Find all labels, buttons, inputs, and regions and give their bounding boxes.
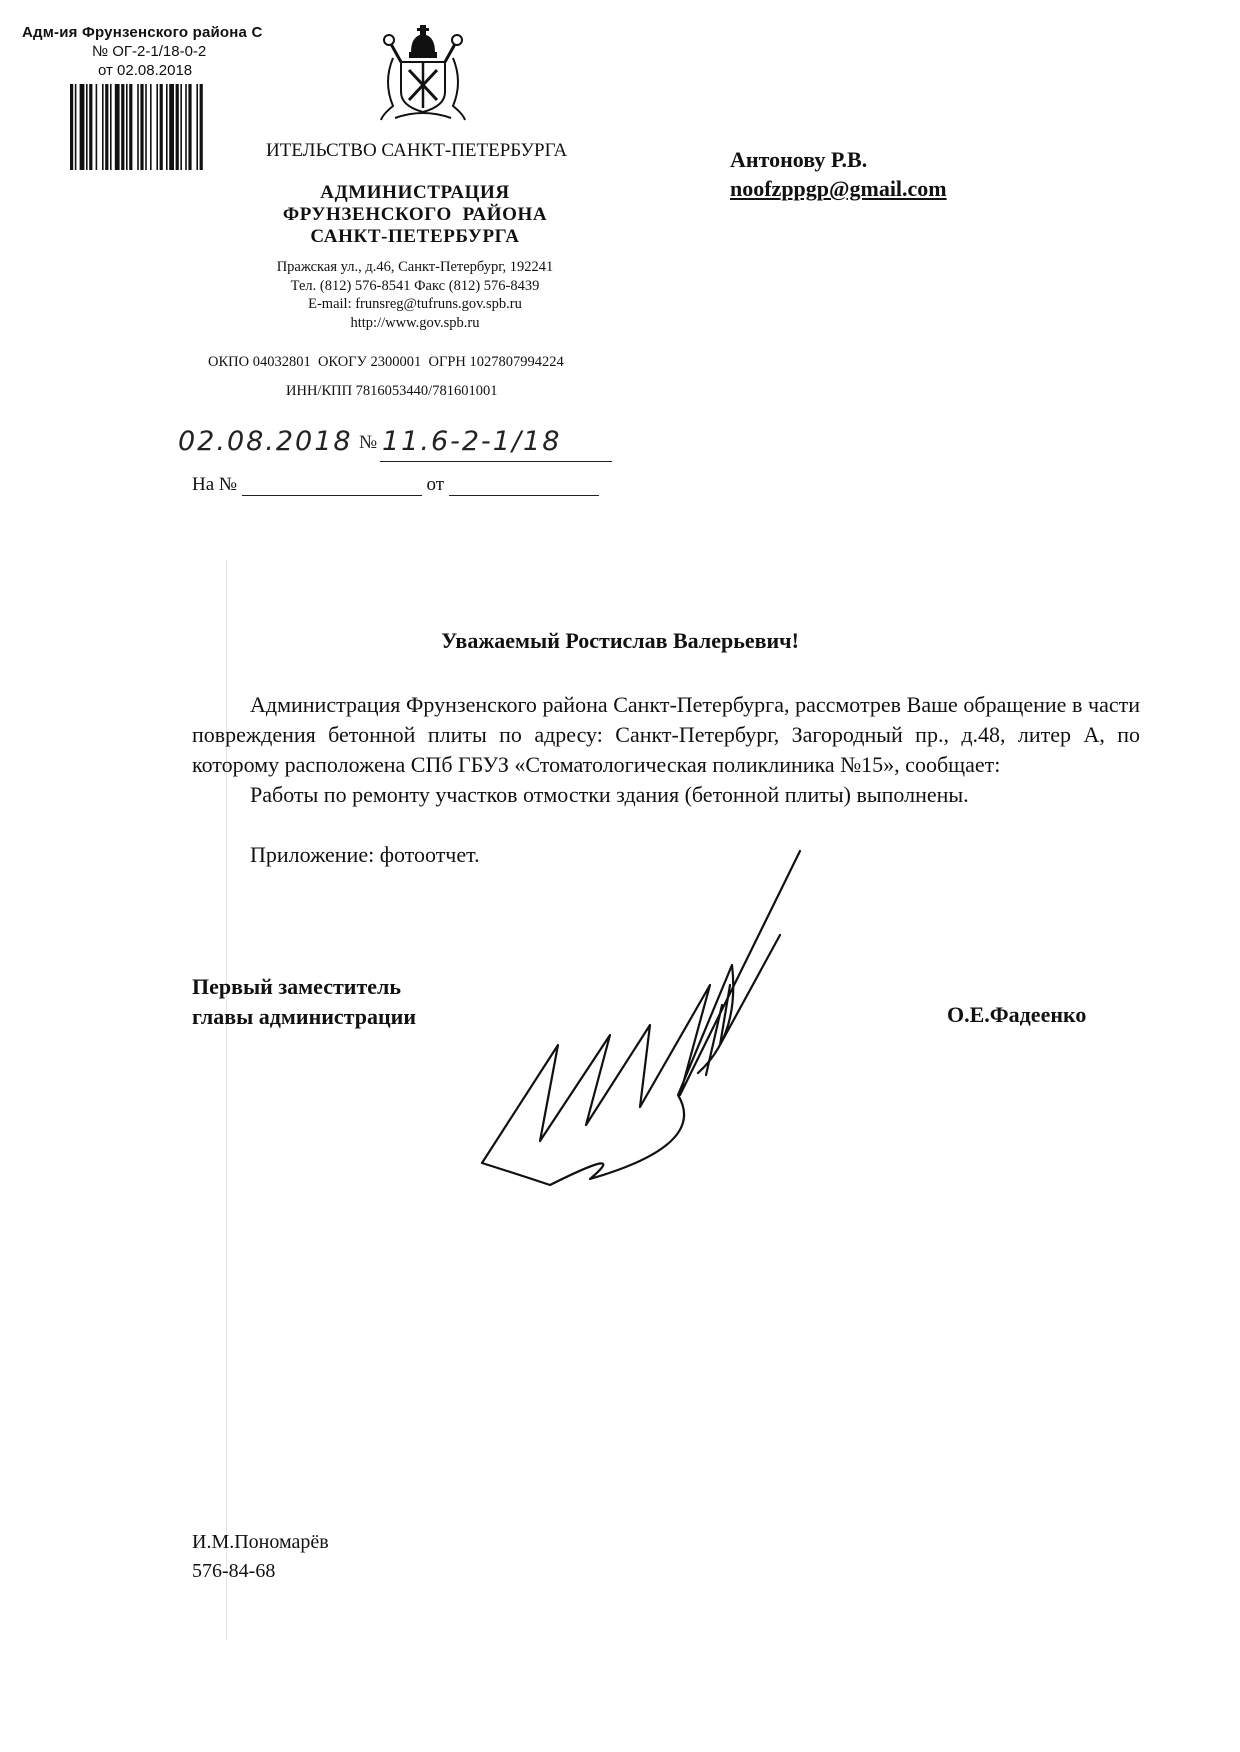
barcode-bar xyxy=(180,84,182,170)
signer-title xyxy=(192,972,416,1032)
addressee-block xyxy=(730,145,947,203)
registration-org: Адм-ия Фрунзенского района С xyxy=(22,24,263,41)
administration-line-1: АДМИНИСТРАЦИЯ xyxy=(320,182,510,203)
barcode-bar xyxy=(188,84,191,170)
signer-title-line-1: Первый заместитель xyxy=(192,974,401,999)
registry-codes: ОКПО 04032801 ОКОГУ 2300001 ОГРН 1027807994224 xyxy=(208,354,564,370)
administration-line-2: ФРУНЗЕНСКОГО РАЙОНА xyxy=(282,204,548,225)
barcode-bar xyxy=(150,84,152,170)
number-underline xyxy=(380,461,612,462)
barcode-bar xyxy=(102,84,104,170)
letter-paragraph-1: Администрация Фрунзенского района Санкт-Петербурга, рассмотрев Ваше обращение в части повреждения бетонной плиты по адресу: Санкт-Петербург, Загородный пр., д.48, литер А, по которому расположена СПб ГБУЗ «Стоматологическая поликлиника №15», сообщает: xyxy=(192,692,1140,777)
executor-name: И.М.Пономарёв xyxy=(192,1531,329,1553)
barcode-bar xyxy=(169,84,174,170)
handwritten-signature xyxy=(470,845,900,1205)
barcode-bar xyxy=(156,84,158,170)
phone-fax: Тел. (812) 576-8541 Факс (812) 576-8439 xyxy=(290,277,540,294)
addressee-name: Антонову Р.В. xyxy=(730,147,868,172)
executor-block xyxy=(192,1528,329,1586)
outgoing-number: 11.6-2-1/18 xyxy=(382,426,562,457)
registration-number: № ОГ-2-1/18-0-2 xyxy=(92,43,207,60)
administration-line-3: САНКТ-ПЕТЕРБУРГА xyxy=(310,226,520,247)
address: Пражская ул., д.46, Санкт-Петербург, 192241 xyxy=(276,259,554,275)
in-reply-label: На № xyxy=(192,474,238,495)
inn-kpp: ИНН/КПП 7816053440/781601001 xyxy=(286,383,498,399)
attachment-note: Приложение: фотоотчет. xyxy=(250,842,480,867)
barcode-bar xyxy=(185,84,187,170)
letter-paragraph-2: Работы по ремонту участков отмостки здания (бетонной плиты) выполнены. xyxy=(250,782,969,807)
registration-date: от 02.08.2018 xyxy=(98,62,193,79)
coat-of-arms-emblem xyxy=(373,22,473,124)
contacts-block xyxy=(230,258,600,332)
barcode-bar xyxy=(196,84,198,170)
barcode-bar xyxy=(126,84,128,170)
from-blank xyxy=(449,477,599,496)
barcode-bar xyxy=(137,84,139,170)
barcode-bar xyxy=(176,84,179,170)
barcode-bar xyxy=(105,84,108,170)
barcode-bar xyxy=(110,84,112,170)
addressee-email: noofzppgp@gmail.com xyxy=(730,176,947,201)
barcode-bar xyxy=(121,84,124,170)
signer-title-line-2: главы администрации xyxy=(192,1004,417,1029)
barcode-bar xyxy=(200,84,203,170)
barcode-bar xyxy=(166,84,168,170)
barcode-bar xyxy=(89,84,92,170)
barcode-bar xyxy=(129,84,132,170)
barcode-bar xyxy=(115,84,120,170)
barcode-bar xyxy=(70,84,73,170)
barcode-bar xyxy=(80,84,85,170)
greeting: Уважаемый Ростислав Валерьевич! xyxy=(441,628,799,653)
registration-sticker xyxy=(22,24,284,174)
barcode-bar xyxy=(86,84,88,170)
email: E-mail: frunsreg@tufruns.gov.spb.ru xyxy=(308,296,522,312)
outgoing-date: 02.08.2018 xyxy=(178,426,353,457)
barcode-bar xyxy=(160,84,163,170)
government-title: ИТЕЛЬСТВО САНКТ-ПЕТЕРБУРГА xyxy=(266,140,568,161)
in-reply-line xyxy=(192,474,612,496)
executor-phone: 576-84-68 xyxy=(192,1560,276,1582)
from-label: от xyxy=(426,474,445,495)
number-sign: № xyxy=(359,432,378,453)
barcode-bar xyxy=(145,84,147,170)
barcode-bar xyxy=(140,84,143,170)
in-reply-blank xyxy=(242,477,422,496)
administration-title xyxy=(270,182,560,248)
signer-name: О.Е.Фадеенко xyxy=(947,1002,1087,1027)
barcode-bar xyxy=(75,84,77,170)
letter-body xyxy=(192,690,1140,870)
website: http://www.gov.spb.ru xyxy=(350,314,480,331)
barcode xyxy=(70,84,252,170)
barcode-bar xyxy=(96,84,98,170)
outgoing-number-line xyxy=(178,426,612,466)
